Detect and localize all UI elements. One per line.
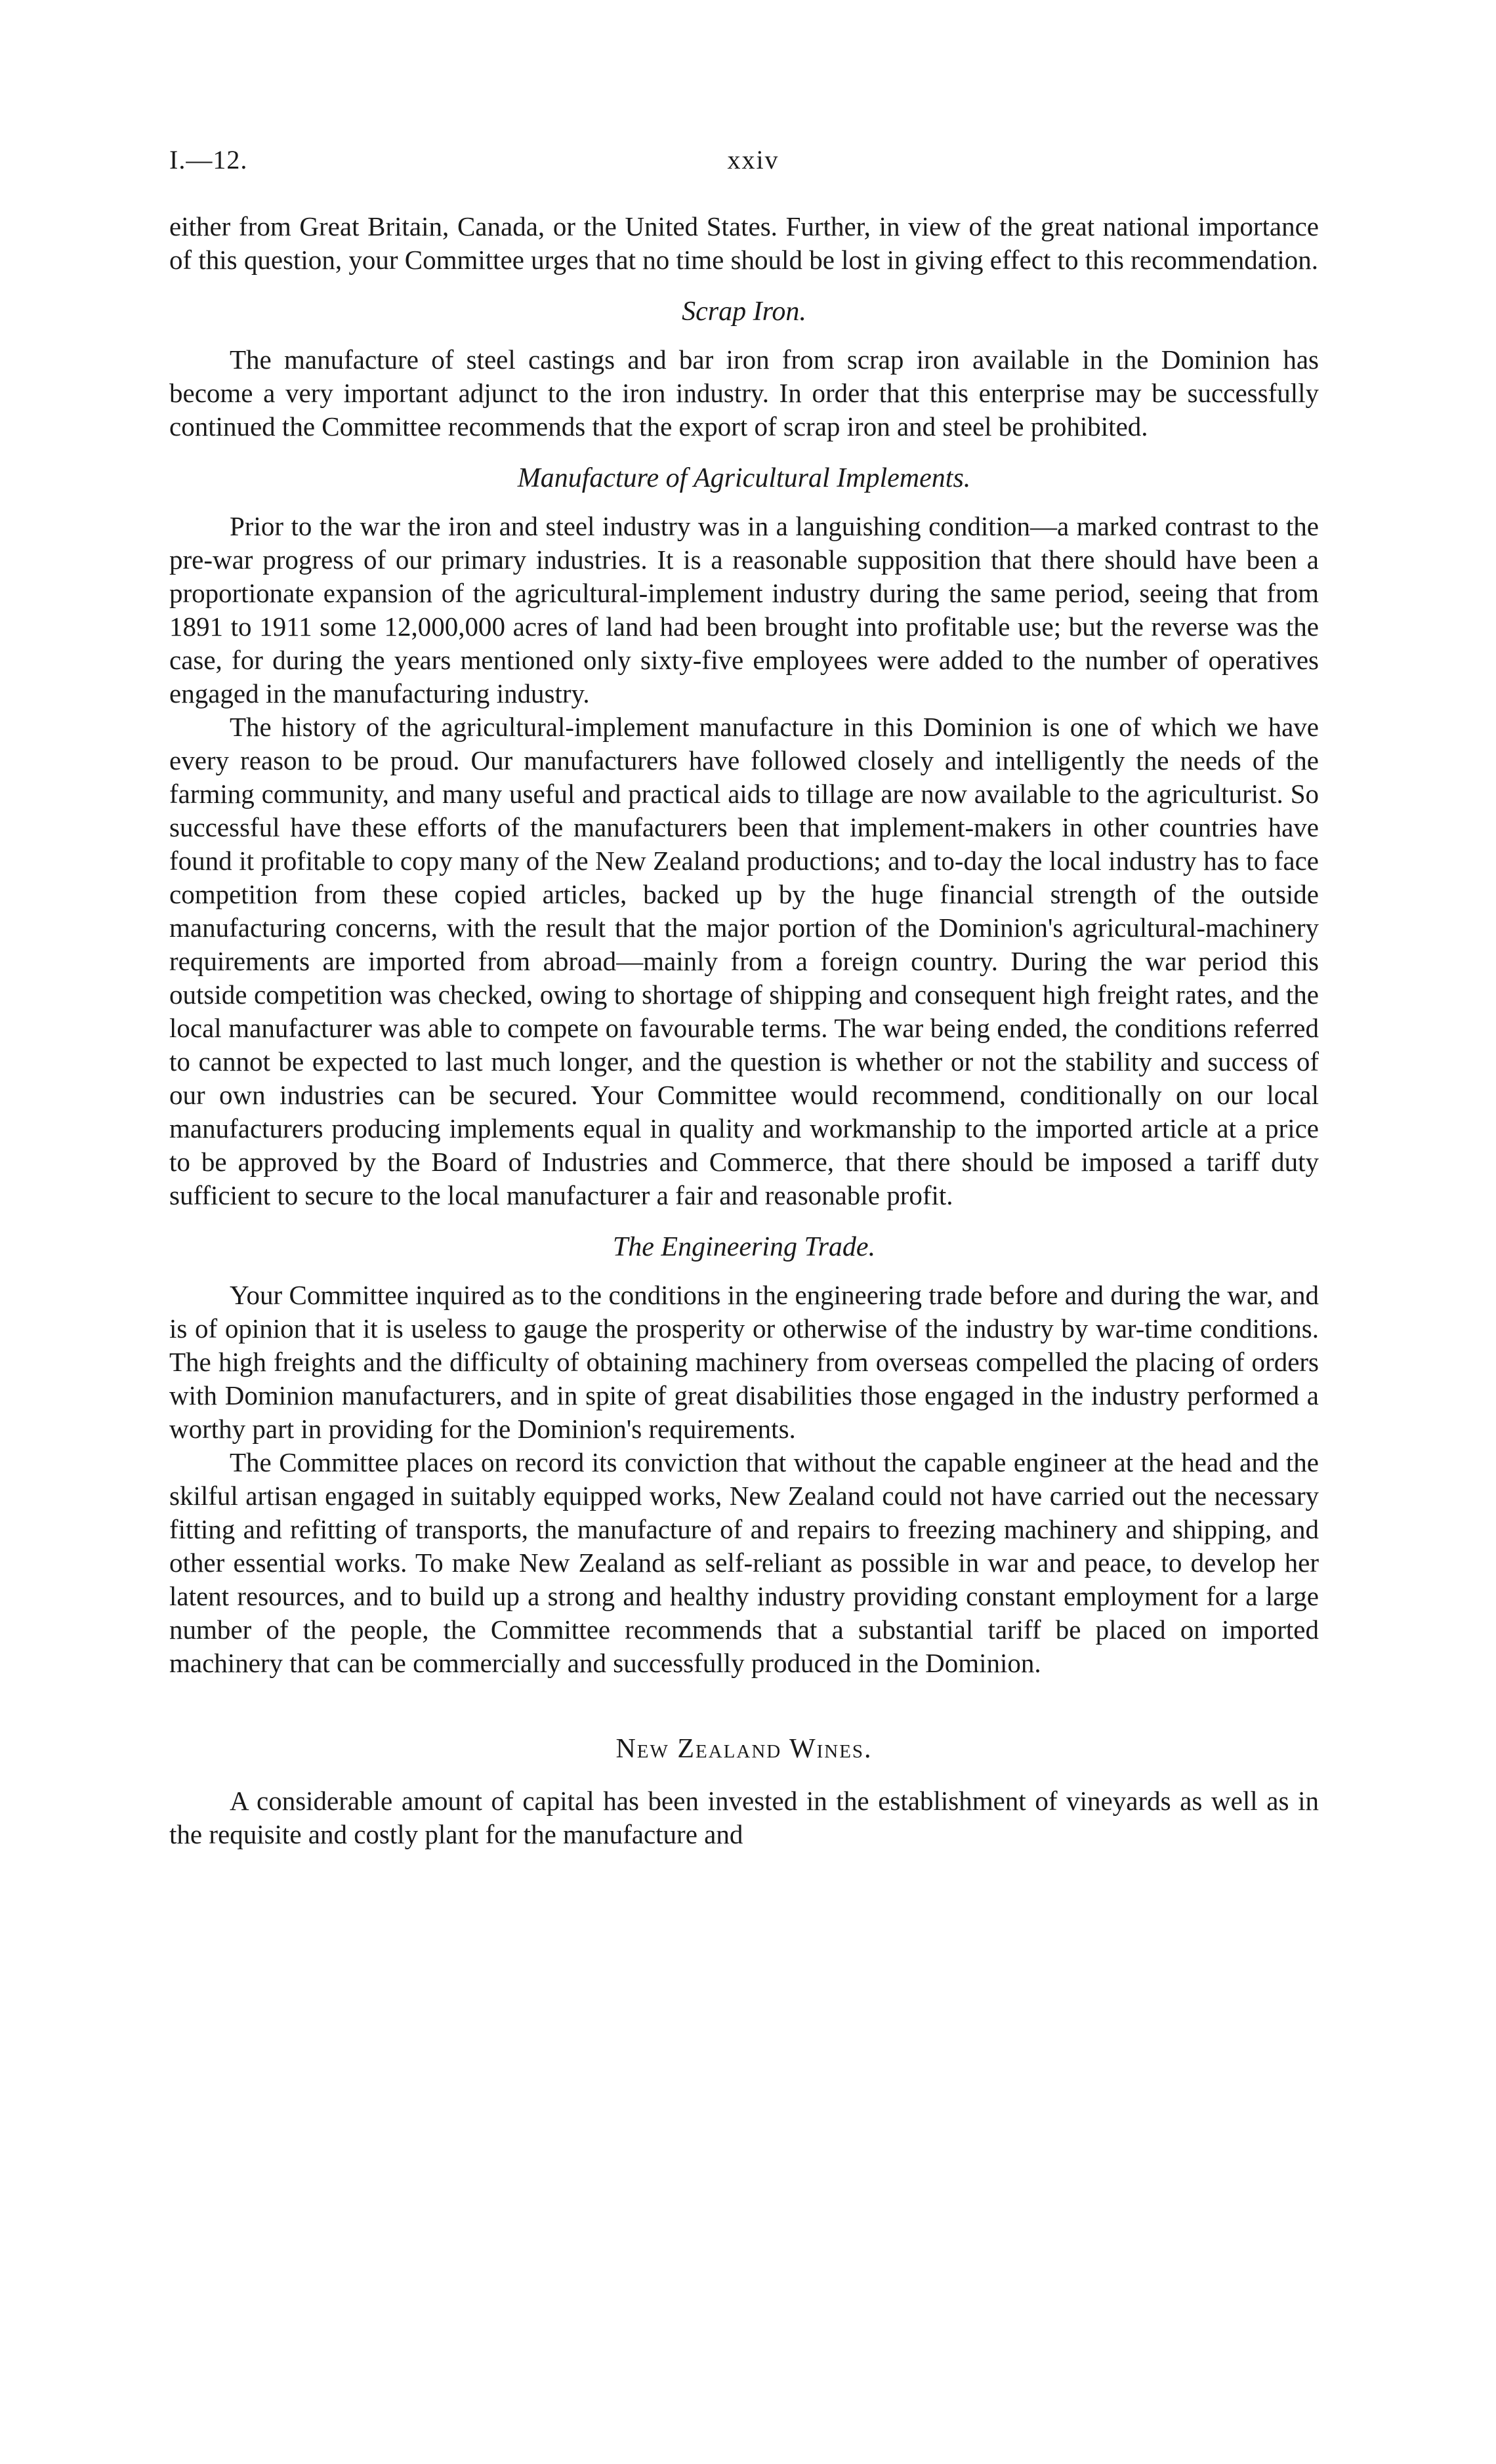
intro-paragraph: either from Great Britain, Canada, or the United States. Further, in view of the great national importance of this question, your Committee urges that no time should be lost in giving effect to this recommendation. <box>169 211 1319 275</box>
page-header <box>169 144 1337 190</box>
paragraph: Your Committee inquired as to the conditions in the engineering trade before and during the war, and is of opinion that it is useless to gauge the prosperity or otherwise of the industry by war-time conditions. The high freights and the difficulty of obtaining machinery from overseas compelled the placing of orders with Dominion manufacturers, and in spite of great disabilities those engaged in the industry performed a worthy part in providing for the Dominion's requirements. <box>169 1280 1319 1444</box>
document-body <box>169 210 1319 1851</box>
page-number: xxiv <box>727 145 779 175</box>
paragraph: Prior to the war the iron and steel industry was in a languishing condition—a marked contrast to the pre-war progress of our primary industries. It is a reasonable supposition that there should have been a proportionate expansion of the agricultural-implement industry during the same period, seeing that from 1891 to 1911 some 12,000,000 acres of land had been brought into profitable use; but the reverse was the case, for during the years mentioned only sixty-five employees were added to the number of operatives engaged in the manufacturing industry. <box>169 511 1319 708</box>
paragraph: The history of the agricultural-implement manufacture in this Dominion is one of which we have every reason to be proud. Our manufacturers have followed closely and intelligently the needs of the farming community, and many useful and practical aids to tillage are now available to the agriculturist. So successful have these efforts of the manufacturers been that implement-makers in other countries have found it profitable to copy many of the New Zealand productions; and to-day the local industry has to face competition from these copied articles, backed up by the huge financial strength of the outside manufacturing concerns, with the result that the major portion of the Dominion's agricultural-machinery requirements are imported from abroad—mainly from a foreign country. During the war period this outside competition was checked, owing to shortage of shipping and consequent high freight rates, and the local manufacturer was able to compete on favourable terms. The war being ended, the conditions referred to cannot be expected to last much longer, and the question is whether or not the stability and success of our own industries can be secured. Your Committee would recommend, conditionally on our local manufacturers producing implements equal in quality and workmanship to the imported article at a price to be approved by the Board of Industries and Commerce, that there should be imposed a tariff duty sufficient to secure to the local manufacturer a fair and reasonable profit. <box>169 712 1319 1210</box>
document-reference: I.—12. <box>169 145 248 175</box>
paragraph: The manufacture of steel castings and bar iron from scrap iron available in the Dominion has become a very important adjunct to the iron industry. In order that this enterprise may be successfully continued the Committee recommends that the export of scrap iron and steel be prohibited. <box>169 344 1319 441</box>
section-heading-new-zealand-wines: New Zealand Wines. <box>615 1734 873 1764</box>
section-heading-scrap-iron: Scrap Iron. <box>682 297 806 327</box>
section-heading-agricultural-implements: Manufacture of Agricultural Implements. <box>517 463 971 493</box>
paragraph: A considerable amount of capital has been invested in the establishment of vineyards as well as in the requisite and costly plant for the manufacture and <box>169 1786 1319 1849</box>
section-heading-engineering-trade: The Engineering Trade. <box>612 1232 876 1262</box>
paragraph: The Committee places on record its conviction that without the capable engineer at the head and the skilful artisan engaged in suitably equipped works, New Zealand could not have carried out the necessary fitting and refitting of transports, the manufacture of and repairs to freezing machinery and shipping, and other essential works. To make New Zealand as self-reliant as possible in war and peace, to develop her latent resources, and to build up a strong and healthy industry providing constant employment for a large number of the people, the Committee recommends that a substantial tariff be placed on imported machinery that can be commercially and successfully produced in the Dominion. <box>169 1447 1319 1678</box>
